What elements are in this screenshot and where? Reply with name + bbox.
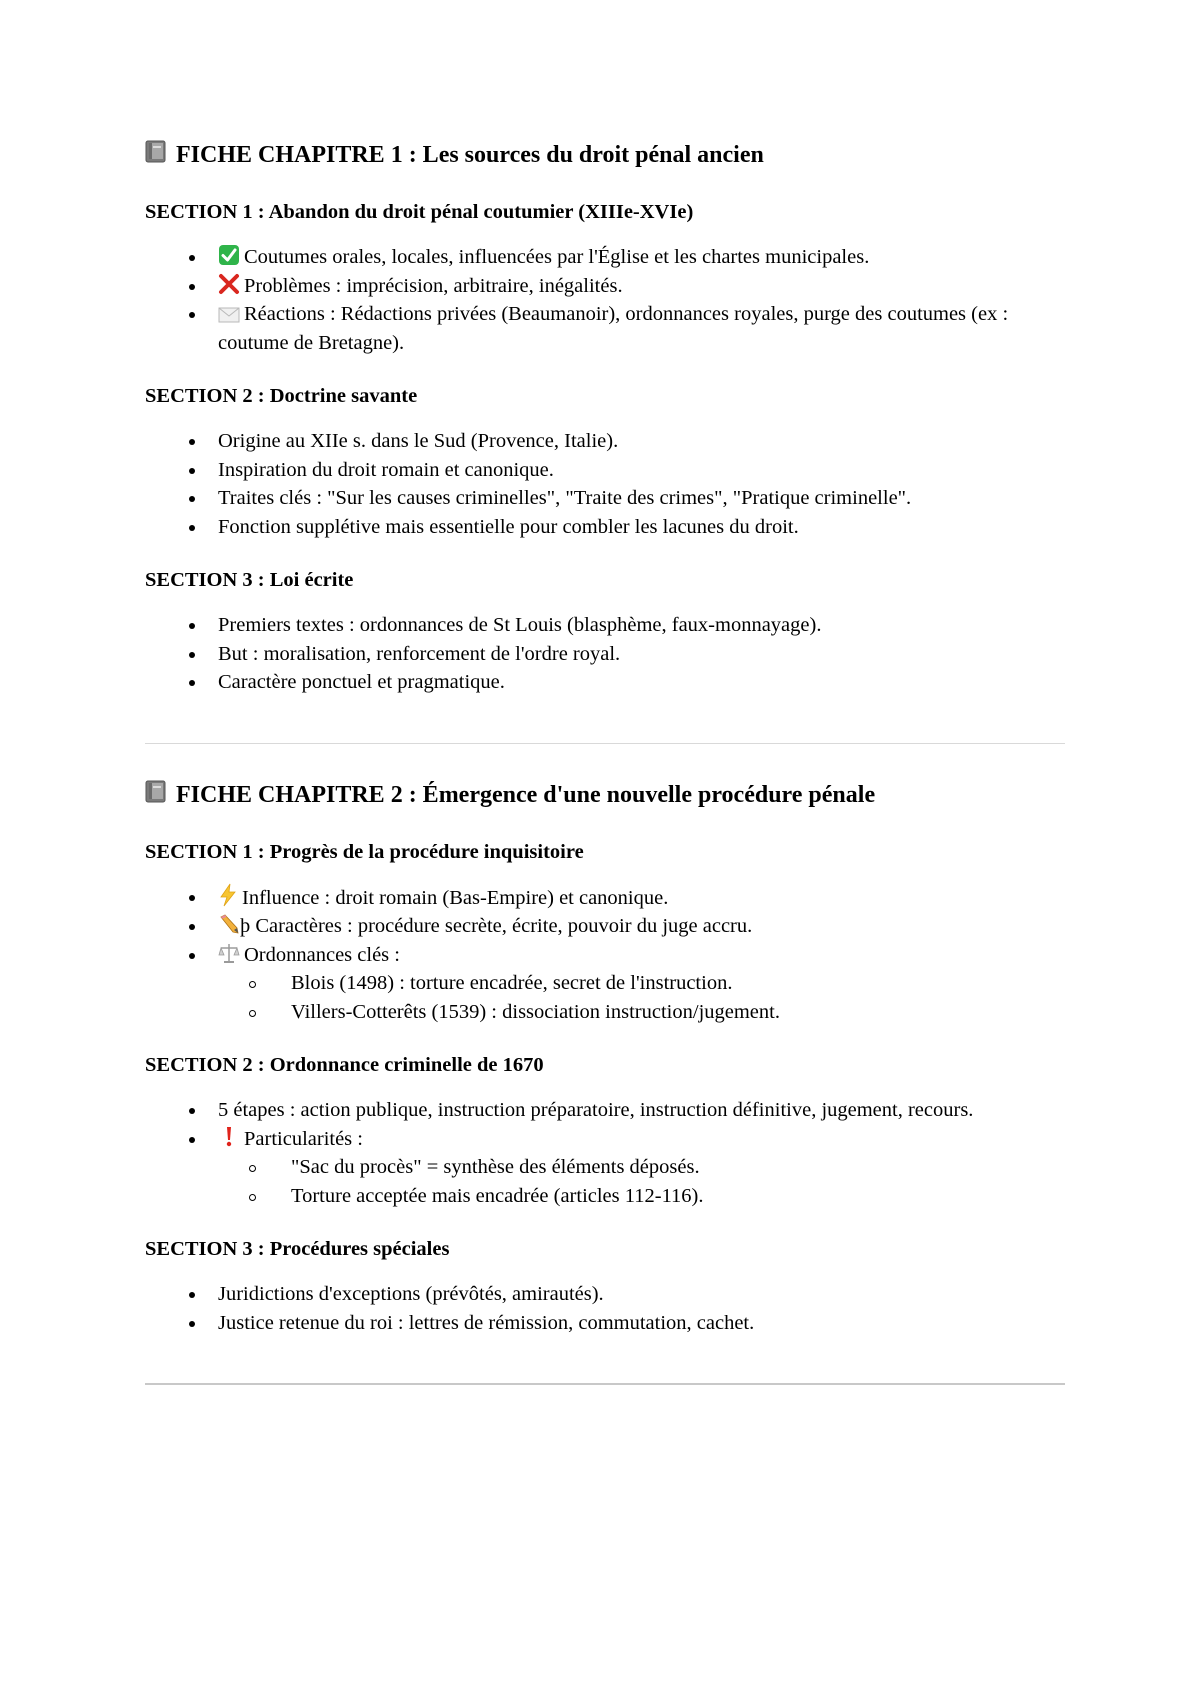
book-icon [145,140,167,164]
bullet-list [145,611,1065,697]
cross-icon [218,273,240,295]
bullet-list [145,243,1065,357]
list-item-text: Caractères : procédure secrète, écrite, pouvoir du juge accru. [255,915,753,937]
list-item: But : moralisation, renforcement de l'ordre royal. [145,640,1065,669]
list-item: Traites clés : "Sur les causes criminelles", "Traite des crimes", "Pratique criminelle". [145,484,1065,513]
sub-list [218,969,1065,1026]
bullet-list [145,427,1065,541]
bullet-list [145,1096,1065,1210]
list-item-text: Ordonnances clés : [244,943,400,966]
list-item: Premiers textes : ordonnances de St Louis (blasphème, faux-monnayage). [145,611,1065,640]
sub-list-item: Villers-Cotterêts (1539) : dissociation instruction/jugement. [218,998,1065,1027]
sub-list [218,1153,1065,1210]
horizontal-divider [145,1383,1065,1385]
list-item [145,883,1065,913]
bullet-list [145,1280,1065,1337]
exclamation-icon [218,1126,240,1148]
pencil-icon [218,913,240,935]
envelope-icon [218,307,240,323]
list-item: Caractère ponctuel et pragmatique. [145,668,1065,697]
chapter-title-text: FICHE CHAPITRE 1 : Les sources du droit pénal ancien [176,142,764,168]
chapter-1 [145,140,1065,697]
list-item-text: Influence : droit romain (Bas-Empire) et canonique. [242,886,669,909]
list-item [145,243,1065,272]
scales-icon [218,942,240,964]
list-item: Fonction supplétive mais essentielle pour combler les lacunes du droit. [145,513,1065,542]
chapter-title [145,780,1065,810]
list-item: Origine au XIIe s. dans le Sud (Provence, Italie). [145,427,1065,456]
section-title: SECTION 2 : Ordonnance criminelle de 1670 [145,1054,544,1076]
book-icon [145,780,167,804]
list-item [145,941,1065,1027]
chapter-2 [145,780,1065,1338]
list-item-text: Coutumes orales, locales, influencées par l'Église et les chartes municipales. [244,246,870,268]
chapter-title-text: FICHE CHAPITRE 2 : Émergence d'une nouvelle procédure pénale [176,781,876,808]
section-title: SECTION 3 : Procédures spéciales [145,1238,450,1260]
list-item: Inspiration du droit romain et canonique. [145,456,1065,485]
list-item [145,912,1065,941]
list-item [145,1125,1065,1211]
list-item [145,300,1065,357]
list-item: Justice retenue du roi : lettres de rémission, commutation, cachet. [145,1309,1065,1338]
check-icon [218,244,240,266]
list-item-text: Particularités : [244,1127,363,1150]
section-title: SECTION 1 : Progrès de la procédure inquisitoire [145,840,584,863]
document-content [145,140,1065,1385]
sub-list-item: "Sac du procès" = synthèse des éléments déposés. [218,1153,1065,1182]
list-item-prefix: þ [240,915,251,937]
section-title: SECTION 1 : Abandon du droit pénal coutumier (XIIIe-XVIe) [145,201,694,223]
sub-list-item: Torture acceptée mais encadrée (articles 112-116). [218,1182,1065,1211]
section-title: SECTION 3 : Loi écrite [145,569,354,591]
lightning-icon [218,883,238,907]
sub-list-item: Blois (1498) : torture encadrée, secret de l'instruction. [218,969,1065,998]
bullet-list [145,883,1065,1027]
chapter-title [145,140,1065,170]
list-item: 5 étapes : action publique, instruction préparatoire, instruction définitive, jugement, recours. [145,1096,1065,1125]
list-item-text: Réactions : Rédactions privées (Beaumanoir), ordonnances royales, purge des coutumes (ex : coutume de Bretagne). [218,303,1009,354]
list-item [145,272,1065,301]
list-item: Juridictions d'exceptions (prévôtés, amirautés). [145,1280,1065,1309]
list-item-text: Problèmes : imprécision, arbitraire, inégalités. [244,274,623,297]
section-title: SECTION 2 : Doctrine savante [145,385,418,407]
